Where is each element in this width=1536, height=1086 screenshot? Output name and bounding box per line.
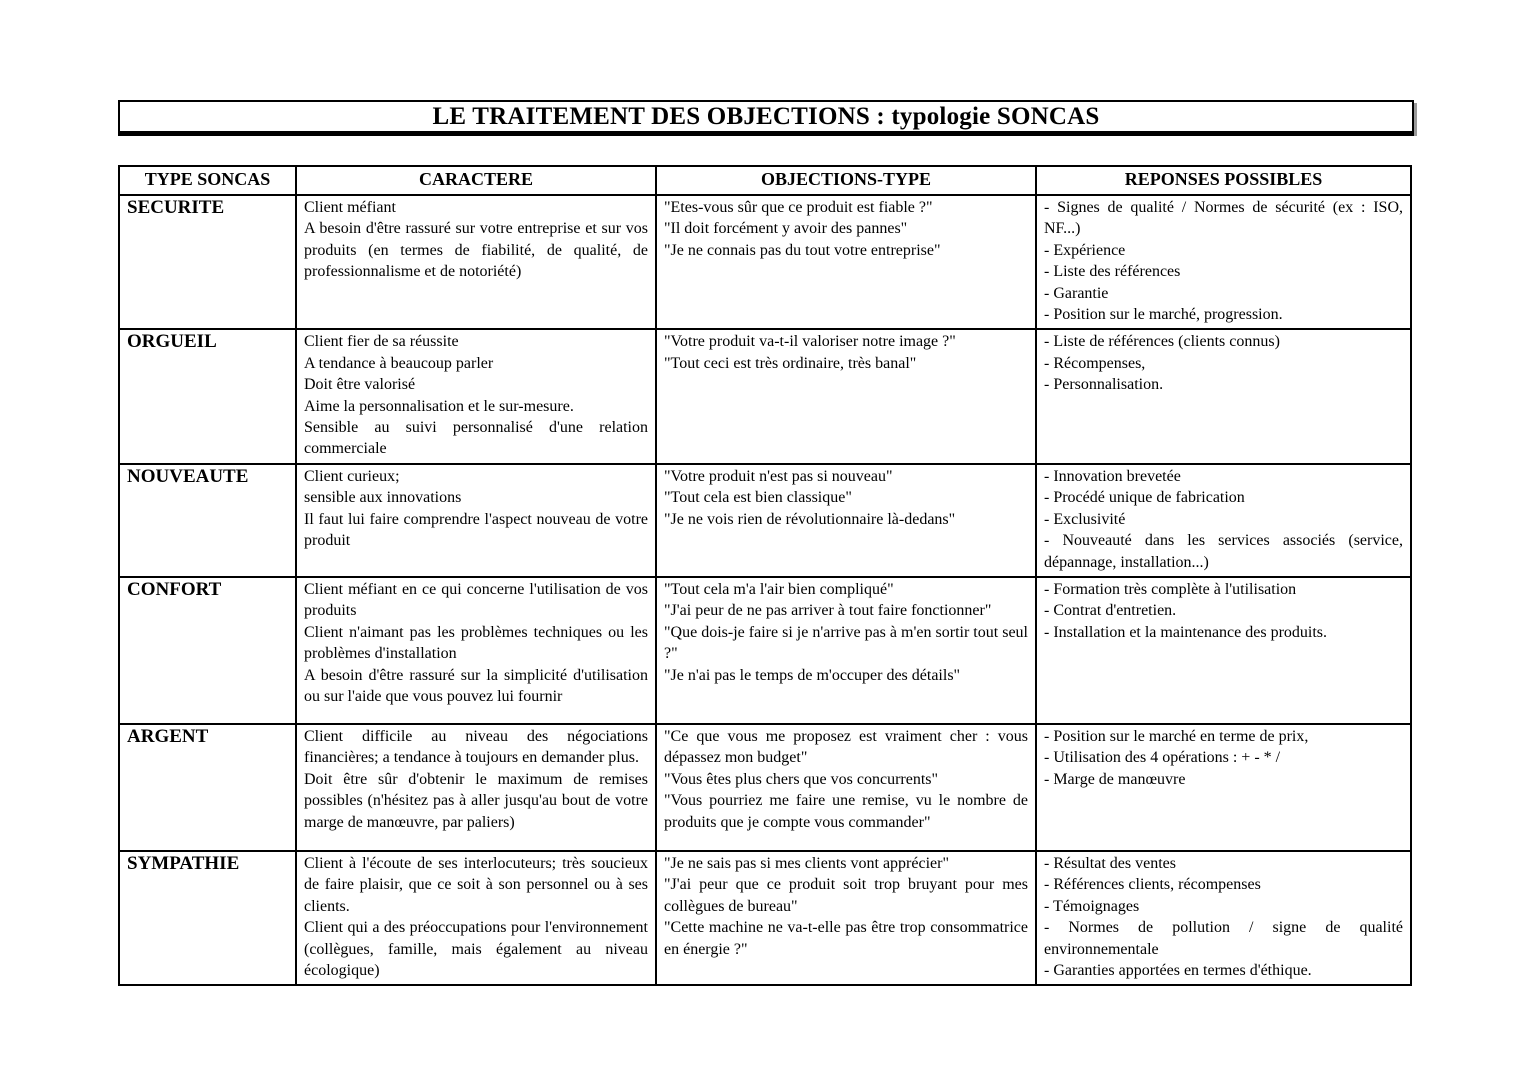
objections-cell [656,195,1036,329]
reponses-cell [1036,464,1411,577]
paragraph: "Je ne connais pas du tout votre entreprise" [664,241,941,259]
paragraph: "J'ai peur de ne pas arriver à tout faire fonctionner" [664,602,992,620]
reponses-cell [1036,724,1411,851]
table-row-orgueil [119,329,1411,463]
paragraph: - Témoignages [1044,897,1140,915]
column-header-type: TYPE SONCAS [119,166,296,195]
paragraph: Client qui a des préoccupations pour l'environnement (collègues, famille, mais également au niveau écologique) [304,919,648,979]
paragraph: - Position sur le marché en terme de prix, [1044,727,1309,745]
objections-cell [656,464,1036,577]
paragraph: Client n'aimant pas les problèmes techniques ou les problèmes d'installation [304,623,648,663]
paragraph: - Innovation brevetée [1044,467,1181,485]
paragraph: "Je ne sais pas si mes clients vont apprécier" [664,854,949,872]
reponses-cell [1036,851,1411,985]
table-row-nouveaute [119,464,1411,577]
caractere-cell [296,464,656,577]
paragraph: - Marge de manœuvre [1044,770,1186,788]
paragraph: Sensible au suivi personnalisé d'une relation commerciale [304,419,648,458]
paragraph: - Liste des références [1044,263,1181,281]
paragraph: - Résultat des ventes [1044,854,1176,872]
paragraph: - Utilisation des 4 opérations : + - * / [1044,749,1281,767]
reponses-cell [1036,195,1411,329]
paragraph: "Ce que vous me proposez est vraiment cher : vous dépassez mon budget" [664,727,1028,767]
paragraph: "Je n'ai pas le temps de m'occuper des détails" [664,666,961,684]
paragraph: Il faut lui faire comprendre l'aspect nouveau de votre produit [304,510,648,550]
type-label: CONFORT [119,577,296,724]
objections-cell [656,329,1036,463]
table-row-argent [119,724,1411,851]
paragraph: "Tout cela est bien classique" [664,489,852,507]
paragraph: "Votre produit va-t-il valoriser notre image ?" [664,333,956,351]
paragraph: - Expérience [1044,241,1126,259]
soncas-table [118,165,1412,986]
paragraph: - Position sur le marché, progression. [1044,306,1283,324]
paragraph: "J'ai peur que ce produit soit trop bruyant pour mes collègues de bureau" [664,876,1028,915]
paragraph: - Normes de pollution / signe de qualité environnementale [1044,919,1403,958]
paragraph: Client fier de sa réussite [304,333,459,351]
table-row-securite [119,195,1411,329]
paragraph: "Je ne vois rien de révolutionnaire là-dedans" [664,510,956,528]
table-row-sympathie [119,851,1411,985]
paragraph: Client difficile au niveau des négociations financières; a tendance à toujours en demander plus. [304,727,648,767]
paragraph: Doit être valorisé [304,376,416,394]
paragraph: Client méfiant en ce qui concerne l'utilisation de vos produits [304,580,648,620]
caractere-cell [296,329,656,463]
paragraph: - Procédé unique de fabrication [1044,489,1245,507]
document-title: LE TRAITEMENT DES OBJECTIONS : typologie SONCAS [432,102,1100,130]
type-label: ORGUEIL [119,329,296,463]
paragraph: "Il doit forcément y avoir des pannes" [664,220,908,238]
paragraph: - Personnalisation. [1044,376,1164,394]
column-header-objections: OBJECTIONS-TYPE [656,166,1036,195]
paragraph: Doit être sûr d'obtenir le maximum de remises possibles (n'hésitez pas à aller jusqu'au bout de votre marge de manœuvre, par paliers) [304,770,648,831]
paragraph: Aime la personnalisation et le sur-mesure. [304,397,574,415]
paragraph: A besoin d'être rassuré sur votre entreprise et sur vos produits (en termes de fiabilité, de qualité, de professionnalisme et de notoriété) [304,220,648,281]
paragraph: sensible aux innovations [304,489,462,507]
paragraph: "Que dois-je faire si je n'arrive pas à m'en sortir tout seul ?" [664,623,1028,663]
paragraph: - Installation et la maintenance des produits. [1044,623,1328,641]
paragraph: "Vous êtes plus chers que vos concurrents" [664,770,939,788]
type-label: ARGENT [119,724,296,851]
type-label: SECURITE [119,195,296,329]
paragraph: - Garanties apportées en termes d'éthique. [1044,961,1312,979]
paragraph: - Liste de références (clients connus) [1044,333,1280,351]
objections-cell [656,577,1036,724]
paragraph: - Exclusivité [1044,510,1126,528]
type-label: NOUVEAUTE [119,464,296,577]
paragraph: - Contrat d'entretien. [1044,602,1177,620]
paragraph: "Tout cela m'a l'air bien compliqué" [664,580,894,598]
paragraph: "Etes-vous sûr que ce produit est fiable ?" [664,199,933,216]
paragraph: A besoin d'être rassuré sur la simplicité d'utilisation ou sur l'aide que vous pouvez lui fournir [304,666,648,705]
objections-cell [656,724,1036,851]
column-header-reponses: REPONSES POSSIBLES [1036,166,1411,195]
paragraph: - Récompenses, [1044,354,1146,372]
caractere-cell [296,724,656,851]
paragraph: Client curieux; [304,467,400,485]
reponses-cell [1036,577,1411,724]
caractere-cell [296,195,656,329]
objections-cell [656,851,1036,985]
paragraph: "Vous pourriez me faire une remise, vu le nombre de produits que je compte vous commander" [664,792,1028,831]
paragraph: "Tout ceci est très ordinaire, très banal" [664,354,917,372]
paragraph: - Références clients, récompenses [1044,876,1261,894]
paragraph: - Nouveauté dans les services associés (service, dépannage, installation...) [1044,532,1403,571]
paragraph: - Formation très complète à l'utilisation [1044,580,1297,598]
type-label: SYMPATHIE [119,851,296,985]
table-header-row [119,166,1411,195]
paragraph: A tendance à beaucoup parler [304,354,494,372]
paragraph: - Garantie [1044,284,1109,302]
document-title-box [118,100,1414,133]
paragraph: "Cette machine ne va-t-elle pas être trop consommatrice en énergie ?" [664,919,1028,958]
paragraph: Client à l'écoute de ses interlocuteurs; très soucieux de faire plaisir, que ce soit à son personnel ou à ses clients. [304,854,648,915]
column-header-caractere: CARACTERE [296,166,656,195]
caractere-cell [296,577,656,724]
paragraph: "Votre produit n'est pas si nouveau" [664,467,893,485]
reponses-cell [1036,329,1411,463]
paragraph: Client méfiant [304,199,396,216]
caractere-cell [296,851,656,985]
paragraph: - Signes de qualité / Normes de sécurité (ex : ISO, NF...) [1044,199,1403,238]
table-row-confort [119,577,1411,724]
